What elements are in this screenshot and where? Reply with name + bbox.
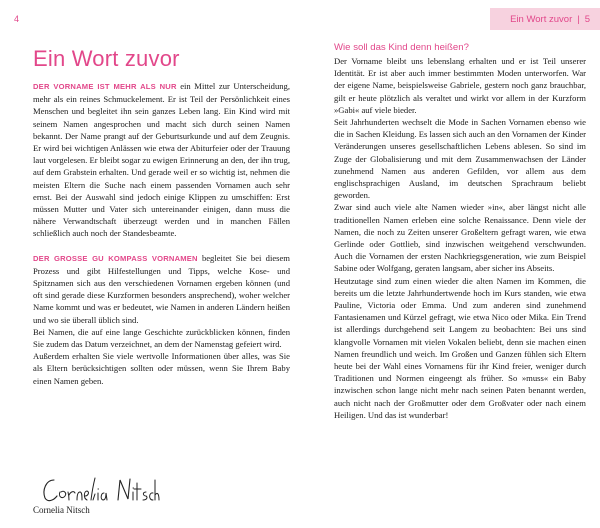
namenstag-paragraph: Bei Namen, die auf eine lange Geschichte zurückblicken können, finden Sie zudem das Datum verzeichnet, an dem der Namenstag gefeiert wird. <box>33 326 290 350</box>
informationen-paragraph: Außerdem erhalten Sie viele wertvolle Informationen über alles, was Sie als Eltern berücksichtigen sollten oder müssen, wenn Sie Ihrem Baby einen Namen geben. <box>33 351 290 386</box>
running-head <box>490 8 600 30</box>
paragraph-identitaet: Der Vorname bleibt uns lebenslang erhalten und er ist Teil unserer Identität. Er ist aber auch immer bestimmten Moden unterworfen. War der eigene Name, beispielsweise Gabriele, gestern noch ganz brauchbar, gilt er heute plötzlich als veraltet und wirkt vor allem in der Kurzform »Gabi« auf viele bieder. <box>334 56 586 115</box>
section-subheading: Wie soll das Kind denn heißen? <box>334 42 469 53</box>
runin-heading-vorname: DER VORNAME IST MEHR ALS NUR <box>33 82 177 91</box>
right-column <box>334 42 586 421</box>
right-page <box>300 0 600 528</box>
running-head-title: Ein Wort zuvor <box>510 13 573 25</box>
page-number-right: 5 <box>584 13 590 25</box>
running-head-separator: | <box>577 13 580 25</box>
paragraph-mode: Seit Jahrhunderten wechselt die Mode in Sachen Vornamen ebenso wie die in Sachen Kleidung. Es lassen sich auch an den Vornamen der Kinder Veränderungen unseres gesellschaftlichen Lebens ablesen. So sind im Zuge der Globalisierung und mit dem Zusammenwachsen der Länder zunehmend Namen aus anderen Gefilden, vor allem aus dem englischsprachigen Ausland, im deutschen Sprachraum beliebt geworden. <box>334 117 586 201</box>
kompass-paragraph-text: begleitet Sie bei diesem Prozess und gibt Hilfestellungen und Tipps, welche Kose- und Spitznamen sich aus den verschiedenen Vornamen ergeben können (und oft sind gerade diese Kurzformen besonders ansprechend), woher welcher Name kommt und was er bedeutet, wie Namen in anderen Ländern heißen und wo sie überall üblich sind. <box>33 252 290 325</box>
kompass-paragraph <box>33 252 290 326</box>
author-name: Cornelia Nitsch <box>33 505 90 515</box>
paragraph-alte-namen: Zwar sind auch viele alte Namen wieder »in«, aber längst nicht alle traditionellen Namen erleben eine solche Renaissance. Denn viele der Namen, die noch zu Zeiten unserer Großeltern gefragt waren, wie etwa Gerlinde oder Gottlieb, sind inzwischen weitgehend verschwunden. Auch die Vornamen der ersten Nachkriegsgeneration, wie zum Beispiel Sabine oder Wolfgang, geraten langsam, aber sicher ins Abseits. <box>334 202 586 274</box>
left-column <box>33 80 290 387</box>
runin-heading-kompass: DER GROSSE GU KOMPASS VORNAMEN <box>33 253 198 263</box>
paragraph-heutzutage: Heutzutage sind zum einen wieder die alten Namen im Kommen, die bereits um die letzte Jahrhundertwende hoch im Kurs standen, wie etwa Pauline, Victoria oder Emma. Und zum anderen sind zunehmend Fantasienamen und Kürzel gefragt, wie etwa Nico oder Mika. Ein Trend ist allerdings durchgehend seit Langem zu beobachten: Bei uns sind klangvolle Vornamen mit vielen Vokalen beliebt, denn sie machen einen Namen freundlich und weich. Im Großen und Ganzen fühlen sich Eltern heute bei der Wahl eines Vornamens für ihr Kind freier, weniger durch Traditionen und Normen eingeengt als früher. So »muss« ein Baby inzwischen schon lange nicht mehr nach seinen Paten benannt werden, auch nicht nach der Großmutter oder dem Großvater oder nach einem Heiligen. Und das ist wunderbar! <box>334 275 586 420</box>
intro-paragraph <box>33 80 290 240</box>
intro-paragraph-text: ein Mittel zur Unterscheidung, mehr als ein reines Schmuckelement. Er ist Teil der Persönlichkeit eines Menschen und begleitet ihn sein ganzes Leben lang. Ein Kind wird mit seinem Namen angesprochen und macht sich durch seinen Namen bekannt. Der Name prangt auf der Geburtsurkunde und auf dem Zeugnis. Er wird bei wichtigen Anlässen wie etwa der Abiturfeier oder der Trauung laut vorgelesen. Er bleibt sogar zu ewigen Erinnerung an den, der ihn trug, auf dem Grabstein erhalten. Und gerade weil er so wichtig ist, nehmen die meisten Eltern die Suche nach einem passenden Vornamen auch sehr ernst. Bei der Auswahl sind jedoch einige Klippen zu umschiffen: Erst müssen Mutter und Vater sich untereinander einigen, dann muss die nähere Verwandtschaft überzeugt werden und in manchen Fällen schließlich auch noch der Standesbeamte. <box>33 81 290 239</box>
page-number-left: 4 <box>14 14 20 24</box>
handwritten-signature <box>40 474 160 506</box>
chapter-title: Ein Wort zuvor <box>33 46 180 71</box>
